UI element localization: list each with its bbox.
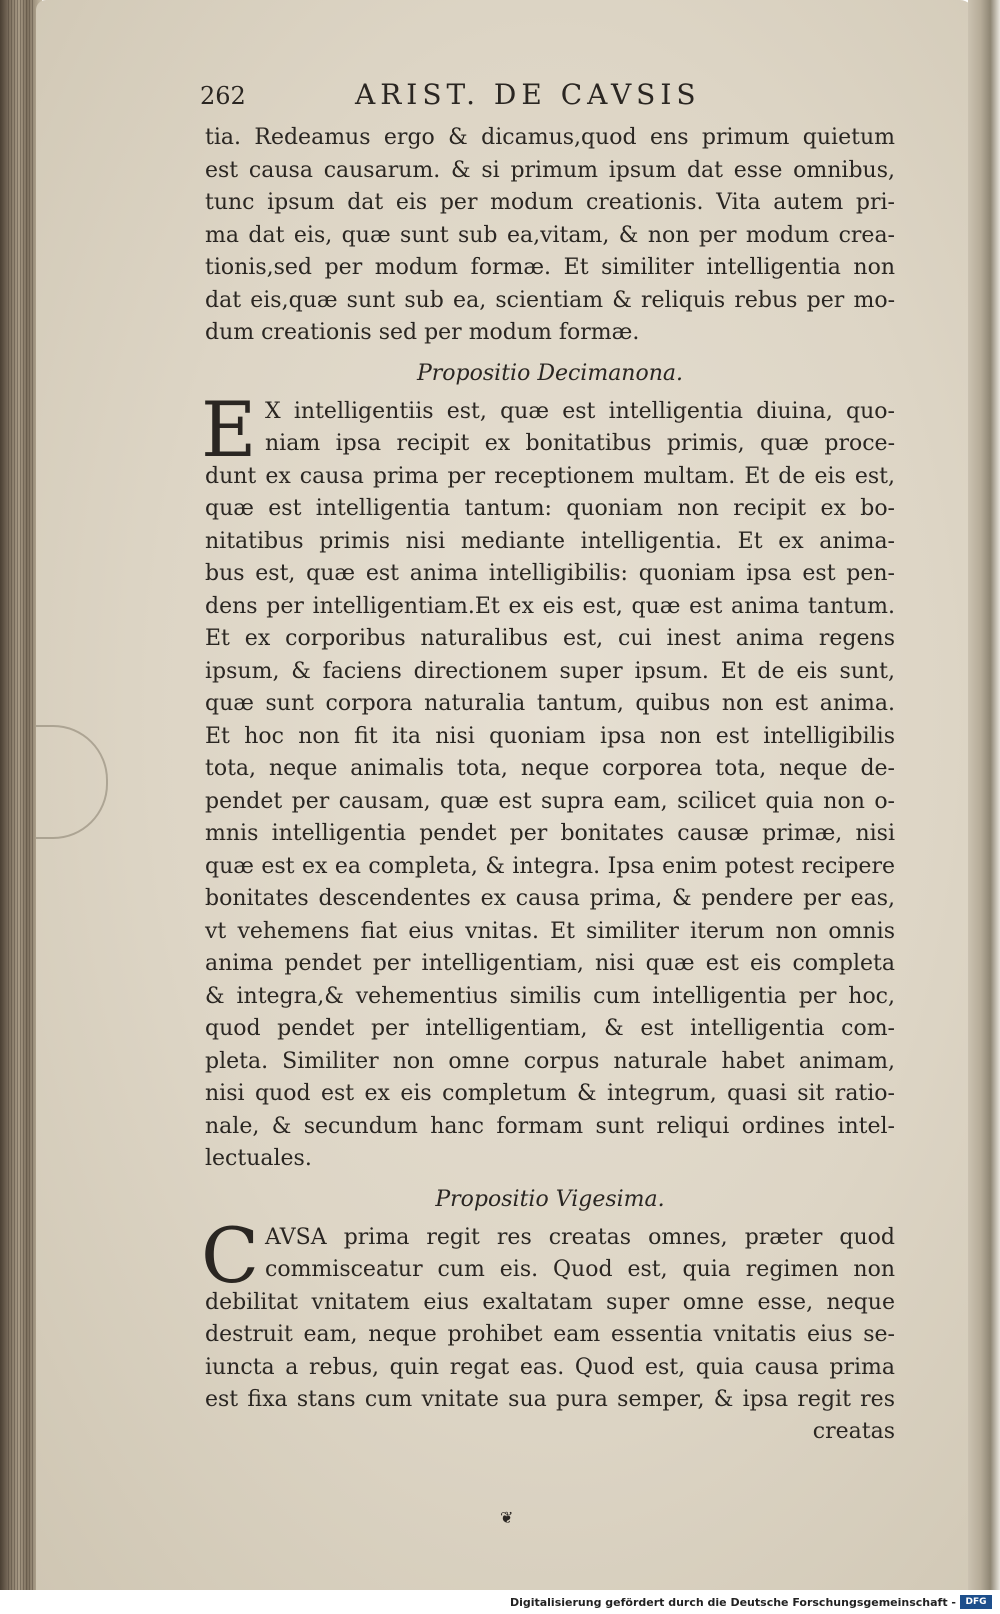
running-head: [200, 78, 895, 122]
proposition-19-heading: Propositio Decimanona.: [416, 360, 684, 386]
text-line: pleta. Similiter non omne corpus naturale habet animam,: [205, 1048, 895, 1074]
text-line: bonitates descendentes ex causa prima, & pendere per eas,: [205, 886, 895, 911]
ornament-icon: ❦: [500, 1510, 514, 1527]
text-line: dunt ex causa prima per receptionem multam. Et de eis est,: [205, 463, 895, 489]
catchword: creatas: [812, 1418, 895, 1444]
text-line: quæ est ex ea completa, & integra. Ipsa enim potest recipere: [205, 853, 895, 879]
text-line: dens per intelligentiam.Et ex eis est, quæ est anima tantum.: [205, 593, 895, 619]
text-line: commisceatur cum eis. Quod est, quia regimen non: [265, 1257, 895, 1282]
text-line: mnis intelligentia pendet per bonitates causæ primæ, nisi: [205, 821, 895, 846]
text-line: quod pendet per intelligentiam, & est intelligentia com-: [205, 1016, 895, 1041]
page-number: 262: [200, 82, 246, 110]
text-line: tia. Redeamus ergo & dicamus,quod ens primum quietum: [205, 125, 895, 150]
text-line: AVSA prima regit res creatas omnes, præter quod: [265, 1224, 895, 1250]
funding-credit: Digitalisierung gefördert durch die Deutsche Forschungsgemeinschaft -: [509, 1596, 956, 1609]
text-line: Et ex corporibus naturalibus est, cui inest anima regens: [205, 626, 895, 651]
text-line: est causa causarum. & si primum ipsum dat esse omnibus,: [205, 157, 895, 183]
text-line: X intelligentiis est, quæ est intelligentia diuina, quo-: [265, 398, 895, 424]
text-line: quæ est intelligentia tantum: quoniam non recipit ex bo-: [205, 496, 895, 521]
running-head-title: ARIST. DE CAVSIS: [355, 78, 701, 111]
text-line: pendet per causam, quæ est supra eam, scilicet quia non o-: [205, 788, 895, 814]
text-line: tota, neque animalis tota, neque corporea tota, neque de-: [205, 756, 895, 781]
text-line: ipsum, & faciens directionem super ipsum. Et de eis sunt,: [205, 658, 895, 684]
dfg-logo: DFG: [960, 1595, 992, 1609]
text-line: dum creationis sed per modum formæ.: [205, 320, 640, 345]
drop-cap-initial: C: [201, 1210, 260, 1300]
text-line: tunc ipsum dat eis per modum creationis. Vita autem pri-: [205, 190, 895, 215]
text-line: dat eis,quæ sunt sub ea, scientiam & reliquis rebus per mo-: [205, 287, 895, 313]
text-line: iuncta a rebus, quin regat eas. Quod est, quia causa prima: [205, 1354, 895, 1380]
text-line: nale, & secundum hanc formam sunt reliqui ordines intel-: [205, 1113, 895, 1139]
text-line: debilitat vnitatem eius exaltatam super omne esse, neque: [205, 1289, 895, 1315]
text-line: est fixa stans cum vnitate sua pura semper, & ipsa regit res: [205, 1387, 895, 1412]
drop-cap-initial: E: [201, 384, 257, 474]
text-line: vt vehemens fiat eius vnitas. Et similiter iterum non omnis: [205, 918, 895, 944]
page-content: [200, 78, 895, 1444]
text-line: anima pendet per intelligentiam, nisi quæ est eis completa: [205, 951, 895, 976]
text-line: Et hoc non fit ita nisi quoniam ipsa non est intelligibilis: [205, 723, 895, 749]
text-line: destruit eam, neque prohibet eam essentia vnitatis eius se-: [205, 1322, 895, 1347]
text-line: nisi quod est ex eis completum & integrum, quasi sit ratio-: [205, 1081, 895, 1106]
text-line: & integra,& vehementius similis cum intelligentia per hoc,: [205, 983, 895, 1009]
proposition-20-heading: Propositio Vigesima.: [435, 1186, 665, 1212]
text-line: nitatibus primis nisi mediante intelligentia. Et ex anima-: [205, 528, 895, 554]
page-fore-edge: [968, 0, 1000, 1590]
text-line: niam ipsa recipit ex bonitatibus primis, quæ proce-: [265, 431, 895, 456]
proposition-20-body: [201, 1210, 895, 1417]
text-line: tionis,sed per modum formæ. Et similiter intelligentia non: [205, 255, 895, 280]
digitization-footer: [0, 1590, 1000, 1614]
text-line: ma dat eis, quæ sunt sub ea,vitam, & non per modum crea-: [205, 222, 895, 248]
text-line: lectuales.: [205, 1146, 312, 1171]
text-line: quæ sunt corpora naturalia tantum, quibus non est anima.: [205, 691, 895, 716]
clasp-impression: [36, 725, 108, 839]
proposition-19-body: [201, 384, 895, 1176]
text-line: bus est, quæ est anima intelligibilis: quoniam ipsa est pen-: [205, 561, 895, 586]
section-continuation: [205, 122, 895, 350]
